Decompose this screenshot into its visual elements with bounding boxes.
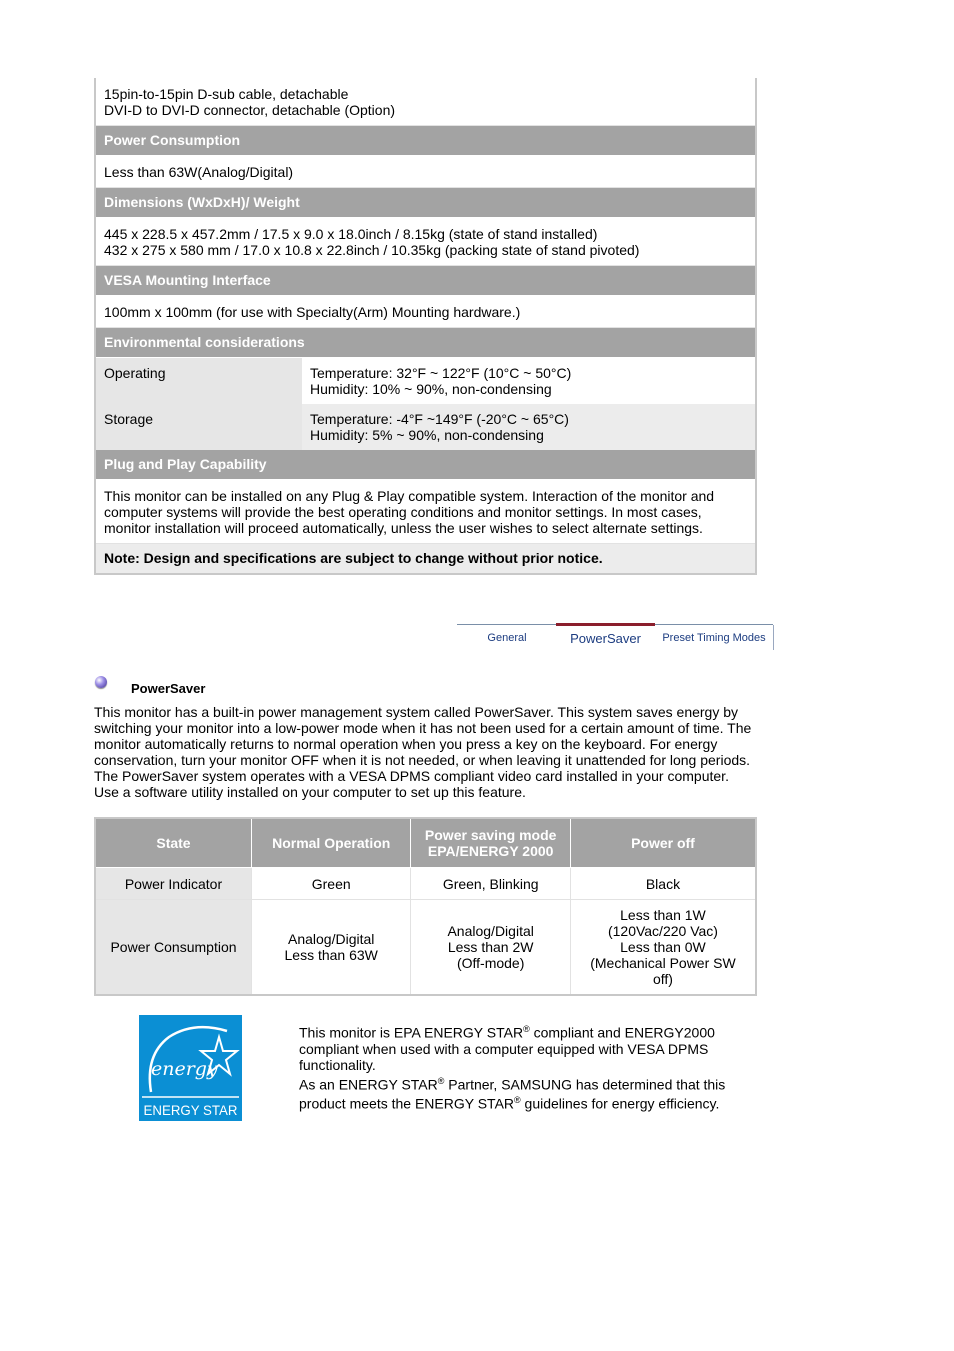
- header-power-off: Power off: [570, 818, 756, 868]
- plug-and-play-header: Plug and Play Capability: [96, 450, 755, 480]
- logo-script: energy: [151, 1058, 218, 1080]
- table-cell: [570, 900, 756, 996]
- env-line: Humidity: 10% ~ 90%, non-condensing: [310, 381, 552, 397]
- cell-line: (Mechanical Power SW: [590, 955, 736, 971]
- cell-line: Less than 0W: [620, 939, 706, 955]
- plug-and-play-value: This monitor can be installed on any Plug & Play compatible system. Interaction of the monitor and computer systems will provide the best operating conditions and monitor settings. In most cases, monitor installation will proceed automatically, unless the user wishes to select alternate settings.: [96, 480, 755, 544]
- header-normal-operation: Normal Operation: [251, 818, 410, 868]
- vesa-header: VESA Mounting Interface: [96, 266, 755, 296]
- cell-line: Less than 1W: [620, 907, 706, 923]
- cell-line: (120Vac/220 Vac): [607, 923, 718, 939]
- energy-star-paragraph: This monitor is EPA ENERGY STAR® compliant and ENERGY2000 compliant when used with a computer equipped with VESA DPMS functionality.: [299, 1024, 715, 1073]
- vesa-value: 100mm x 100mm (for use with Specialty(Arm) Mounting hardware.): [96, 296, 755, 328]
- env-value: [302, 404, 755, 450]
- table-cell: Black: [570, 868, 756, 900]
- env-label: Storage: [96, 404, 302, 450]
- table-cell: Green, Blinking: [411, 868, 570, 900]
- table-header-row: [95, 818, 756, 868]
- env-row-operating: [96, 358, 755, 404]
- cell-line: Analog/Digital: [447, 923, 534, 939]
- cable-cell: [96, 78, 755, 126]
- header-state: State: [95, 818, 251, 868]
- env-label: Operating: [96, 358, 302, 404]
- dimensions-cell: [96, 218, 755, 266]
- row-label: Power Consumption: [95, 900, 251, 996]
- section-tabs: [457, 624, 773, 651]
- spec-table: [94, 78, 757, 575]
- dimensions-line: 445 x 228.5 x 457.2mm / 17.5 x 9.0 x 18.0inch / 8.15kg (state of stand installed): [104, 226, 598, 242]
- energy-star-paragraph: As an ENERGY STAR® Partner, SAMSUNG has determined that this product meets the ENERGY STAR® guidelines for energy efficiency.: [299, 1075, 726, 1112]
- energy-star-text: [299, 1021, 759, 1112]
- powersaver-intro: This monitor has a built-in power management system called PowerSaver. This system saves energy by switching your monitor into a low-power mode when it has not been used for a certain amount of time. The monitor automatically returns to normal operation when you press a key on the keyboard. For energy conservation, turn your monitor OFF when it is not needed, or when leaving it unattended for long periods. The PowerSaver system operates with a VESA DPMS compliant video card installed in your computer. Use a software utility installed on your computer to set up this feature.: [94, 704, 752, 800]
- spec-note: Note: Design and specifications are subject to change without prior notice.: [96, 544, 755, 573]
- cell-line: Less than 2W: [447, 939, 534, 955]
- env-line: Humidity: 5% ~ 90%, non-condensing: [310, 427, 544, 443]
- table-cell: [251, 900, 410, 996]
- tab-preset-timing-modes[interactable]: Preset Timing Modes: [655, 625, 774, 650]
- power-consumption-value: Less than 63W(Analog/Digital): [96, 156, 755, 188]
- logo-label: ENERGY STAR: [143, 1102, 238, 1118]
- power-consumption-header: Power Consumption: [96, 126, 755, 156]
- header-power-saving-mode: Power saving mode EPA/ENERGY 2000: [411, 818, 570, 868]
- cell-line: off): [652, 971, 673, 987]
- cable-line: 15pin-to-15pin D-sub cable, detachable: [104, 86, 349, 102]
- row-label: Power Indicator: [95, 868, 251, 900]
- cell-line: Analog/Digital: [288, 931, 375, 947]
- energy-star-logo-icon: [139, 1015, 242, 1121]
- tab-general[interactable]: General: [487, 632, 527, 644]
- dimensions-line: 432 x 275 x 580 mm / 17.0 x 10.8 x 22.8inch / 10.35kg (packing state of stand pivoted): [104, 242, 640, 258]
- env-line: Temperature: -4°F ~149°F (-20°C ~ 65°C): [310, 411, 569, 427]
- table-cell: Green: [251, 868, 410, 900]
- env-line: Temperature: 32°F ~ 122°F (10°C ~ 50°C): [310, 365, 572, 381]
- env-value: [302, 358, 755, 404]
- env-row-storage: [96, 404, 755, 450]
- environment-header: Environmental considerations: [96, 328, 755, 358]
- table-row: [95, 868, 756, 900]
- powersaver-table: [94, 817, 757, 996]
- table-cell: [411, 900, 570, 996]
- table-row: [95, 900, 756, 996]
- tab-powersaver[interactable]: PowerSaver: [556, 623, 655, 651]
- cell-line: (Off-mode): [456, 955, 525, 971]
- cell-line: Less than 63W: [284, 947, 378, 963]
- bullet-sphere-icon: [95, 676, 107, 688]
- cable-line: DVI-D to DVI-D connector, detachable (Option): [104, 102, 396, 118]
- section-title: PowerSaver: [131, 681, 206, 696]
- dimensions-header: Dimensions (WxDxH)/ Weight: [96, 188, 755, 218]
